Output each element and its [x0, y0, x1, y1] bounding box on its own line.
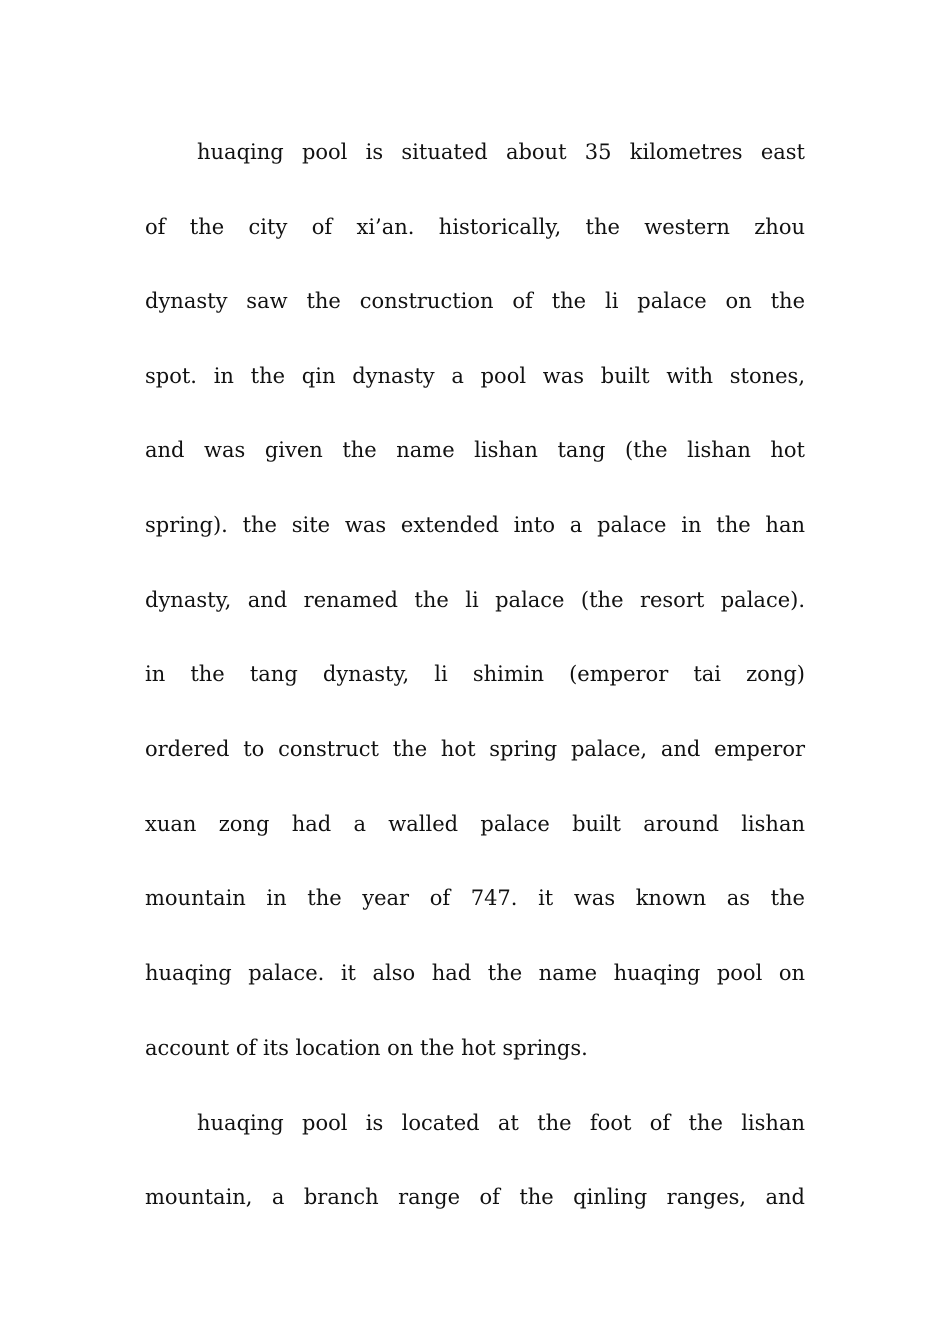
text-line: spring). the site was extended into a palace in the han	[145, 513, 805, 537]
text-line: spot. in the qin dynasty a pool was built with stones,	[145, 364, 805, 388]
text-line: huaqing pool is located at the foot of the lishan	[197, 1111, 805, 1135]
text-line: dynasty saw the construction of the li palace on the	[145, 289, 805, 313]
text-line: mountain in the year of 747. it was known as the	[145, 886, 805, 910]
text-line: ordered to construct the hot spring palace, and emperor	[145, 737, 805, 761]
text-line: account of its location on the hot springs.	[145, 1036, 588, 1060]
text-line: huaqing pool is situated about 35 kilometres east	[197, 140, 805, 164]
text-line: xuan zong had a walled palace built around lishan	[145, 812, 805, 836]
text-line: huaqing palace. it also had the name huaqing pool on	[145, 961, 805, 985]
text-line: in the tang dynasty, li shimin (emperor tai zong)	[145, 662, 805, 686]
text-line: and was given the name lishan tang (the lishan hot	[145, 438, 805, 462]
text-line: of the city of xi’an. historically, the western zhou	[145, 215, 805, 239]
text-line: mountain, a branch range of the qinling ranges, and	[145, 1185, 805, 1209]
text-line: dynasty, and renamed the li palace (the resort palace).	[145, 588, 805, 612]
